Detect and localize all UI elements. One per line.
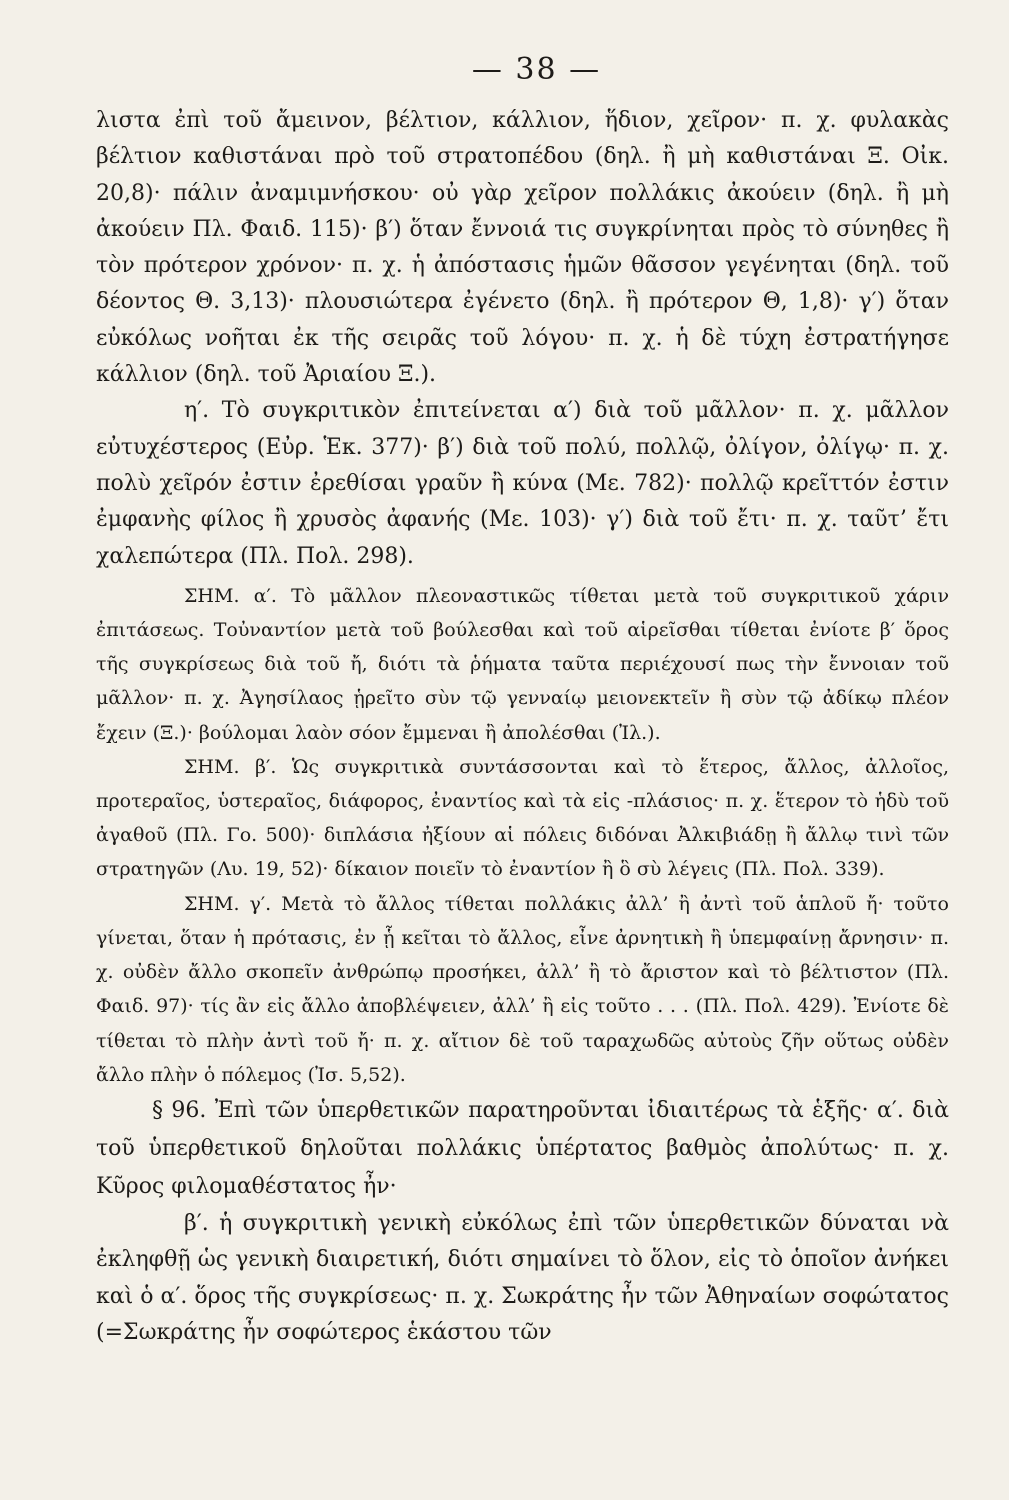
body-paragraph: λιστα ἐπὶ τοῦ ἄμεινον, βέλτιον, κάλλιον, ἥδιον, χεῖρον· π. χ. φυλακὰς βέλτιον καθιστάναι πρὸ τοῦ στρατοπέδου (δηλ. ἢ μὴ καθιστάναι Ξ. Οἰκ. 20,8)· πάλιν ἀναμιμνήσκου· οὐ γὰρ χεῖρον πολλάκις ἀκούειν (δηλ. ἢ μὴ ἀκούειν Πλ. Φαιδ. 115)· β′) ὅταν ἔννοιά τις συγκρίνηται πρὸς τὸ σύνηθες ἢ τὸν πρότερον χρόνον· π. χ. ἡ ἀπόστασις ἡμῶν θᾶσσον γεγένηται (δηλ. τοῦ δέοντος Θ. 3,13)· πλουσιώτερα ἐγένετο (δηλ. ἢ πρότερον Θ, 1,8)· γ′) ὅταν εὐκόλως νοῆται ἐκ τῆς σειρᾶς τοῦ λόγου· π. χ. ἡ δὲ τύχη ἐστρατήγησε κάλλιον (δηλ. τοῦ Ἀριαίου Ξ.). — [96, 108, 949, 388]
note-paragraph: ΣΗΜ. γ′. Μετὰ τὸ ἄλλος τίθεται πολλάκις ἀλλ’ ἢ ἀντὶ τοῦ ἁπλοῦ ἤ· τοῦτο γίνεται, ὅταν ἡ πρότασις, ἐν ᾗ κεῖται τὸ ἄλλος, εἶνε ἀρνητικὴ ἢ ὑπεμφαίνῃ ἄρνησιν· π. χ. οὐδὲν ἄλλο σκοπεῖν ἀνθρώπῳ προσήκει, ἀλλ’ ἢ τὸ ἄριστον καὶ τὸ βέλτιστον (Πλ. Φαιδ. 97)· τίς ἂν εἰς ἄλλο ἀποβλέψειεν, ἀλλ’ ἢ εἰς τοῦτο . . . (Πλ. Πολ. 429). Ἐνίοτε δὲ τίθεται τὸ πλὴν ἀντὶ τοῦ ἤ· π. χ. αἴτιον δὲ τοῦ ταραχωδῶς αὐτοὺς ζῆν οὕτως οὐδὲν ἄλλο πλὴν ὁ πόλεμος (Ἰσ. 5,52). — [96, 892, 949, 1086]
note-paragraph: ΣΗΜ. β′. Ὡς συγκριτικὰ συντάσσονται καὶ τὸ ἕτερος, ἄλλος, ἀλλοῖος, προτεραῖος, ὑστεραῖος, διάφορος, ἐναντίος καὶ τὰ εἰς -πλάσιος· π. χ. ἕτερον τὸ ἡδὺ τοῦ ἀγαθοῦ (Πλ. Γο. 500)· διπλάσια ἠξίουν αἱ πόλεις διδόναι Ἀλκιβιάδῃ ἢ ἄλλῳ τινὶ τῶν στρατηγῶν (Λυ. 19, 52)· δίκαιον ποιεῖν τὸ ἐναντίον ἢ ὃ σὺ λέγεις (Πλ. Πολ. 339). — [96, 755, 949, 881]
section-paragraph: § 96. Ἐπὶ τῶν ὑπερθετικῶν παρατηροῦνται ἰδιαιτέρως τὰ ἑξῆς· α′. διὰ τοῦ ὑπερθετικοῦ δηλοῦται πολλάκις ὑπέρτατος βαθμὸς ἀπολύτως· π. χ. Κῦρος φιλομαθέστατος ἦν· — [96, 1097, 949, 1199]
note-paragraph: ΣΗΜ. α′. Τὸ μᾶλλον πλεοναστικῶς τίθεται μετὰ τοῦ συγκριτικοῦ χάριν ἐπιτάσεως. Τοὐναντίον μετὰ τοῦ βούλεσθαι καὶ τοῦ αἱρεῖσθαι τίθεται ἐνίοτε β′ ὅρος τῆς συγκρίσεως διὰ τοῦ ἤ, διότι τὰ ῥήματα ταῦτα περιέχουσί πως τὴν ἔννοιαν τοῦ μᾶλλον· π. χ. Ἀγησίλαος ᾑρεῖτο σὺν τῷ γενναίῳ μειονεκτεῖν ἢ σὺν τῷ ἀδίκῳ πλέον ἔχειν (Ξ.)· βούλομαι λαὸν σόον ἔμμεναι ἢ ἀπολέσθαι (Ἰλ.). — [96, 584, 949, 744]
body-paragraph: η′. Τὸ συγκριτικὸν ἐπιτείνεται α′) διὰ τοῦ μᾶλλον· π. χ. μᾶλλον εὐτυχέστερος (Εὐρ. Ἑκ. 377)· β′) διὰ τοῦ πολύ, πολλῷ, ὀλίγον, ὀλίγῳ· π. χ. πολὺ χεῖρόν ἐστιν ἐρεθίσαι γραῦν ἢ κύνα (Με. 782)· πολλῷ κρεῖττόν ἐστιν ἐμφανὴς φίλος ἢ χρυσὸς ἀφανής (Με. 103)· γ′) διὰ τοῦ ἔτι· π. χ. ταῦτ’ ἔτι χαλεπώτερα (Πλ. Πολ. 298). — [96, 398, 949, 569]
body-paragraph: β′. ἡ συγκριτικὴ γενικὴ εὐκόλως ἐπὶ τῶν ὑπερθετικῶν δύναται νὰ ἐκληφθῇ ὡς γενικὴ διαιρετική, διότι σημαίνει τὸ ὅλον, εἰς τὸ ὁποῖον ἀνήκει καὶ ὁ α′. ὅρος τῆς συγκρίσεως· π. χ. Σωκράτης ἦν τῶν Ἀθηναίων σοφώτατος (=Σωκράτης ἦν σοφώτερος ἑκάστου τῶν — [96, 1210, 949, 1345]
page-number: — 38 — — [471, 52, 602, 87]
